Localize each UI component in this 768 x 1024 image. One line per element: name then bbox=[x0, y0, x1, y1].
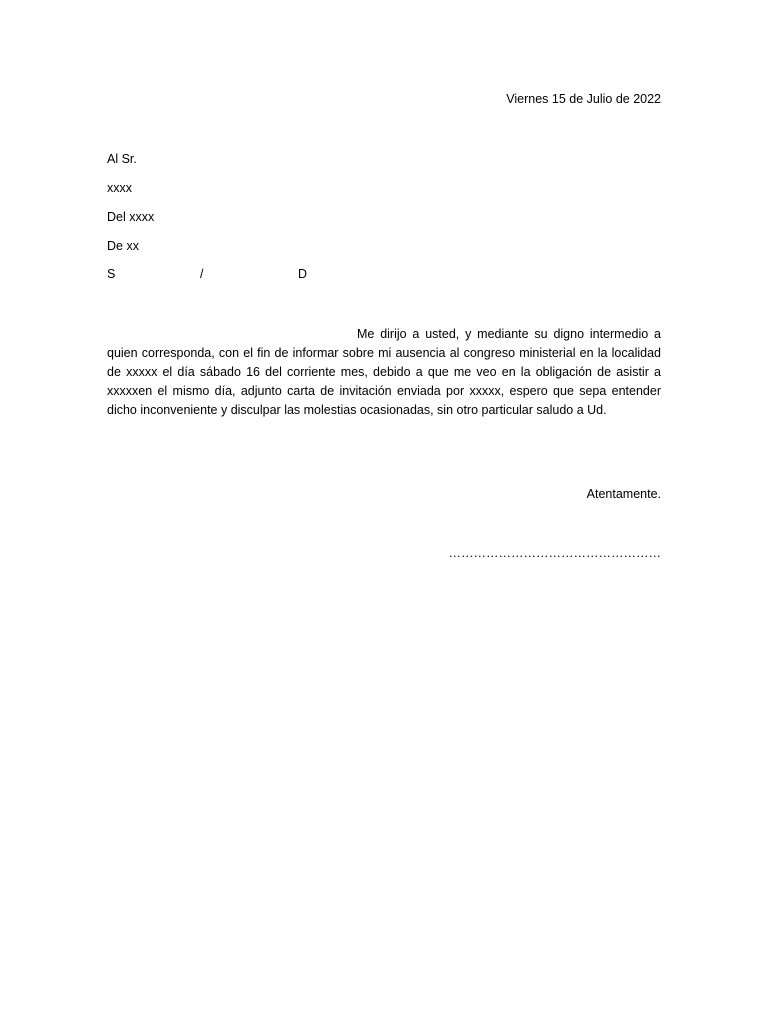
sd-slash: / bbox=[200, 267, 204, 281]
letter-date: Viernes 15 de Julio de 2022 bbox=[506, 92, 661, 106]
closing-salutation: Atentamente. bbox=[586, 487, 661, 501]
recipient-block bbox=[107, 151, 154, 267]
su-despacho-line bbox=[107, 267, 327, 283]
recipient-title: Al Sr. bbox=[107, 152, 137, 166]
letter-body bbox=[107, 325, 661, 420]
signature-line: …………………………………………… bbox=[448, 546, 661, 560]
recipient-name: xxxx bbox=[107, 181, 132, 195]
body-paragraph: Me dirijo a usted, y mediante su digno intermedio a quien corresponda, con el fin de informar sobre mi ausencia al congreso ministerial en la localidad de xxxxx el día sábado 16 del corriente mes, debido a que me veo en la obligación de asistir a xxxxxen el mismo día, adjunto carta de invitación enviada por xxxxx, espero que sepa entender dicho inconveniente y disculpar las molestias ocasionadas, sin otro particular saludo a Ud. bbox=[107, 327, 661, 417]
sd-d: D bbox=[298, 267, 308, 281]
recipient-organization: Del xxxx bbox=[107, 210, 155, 224]
recipient-location: De xx bbox=[107, 239, 139, 253]
sd-s: S bbox=[107, 267, 116, 281]
